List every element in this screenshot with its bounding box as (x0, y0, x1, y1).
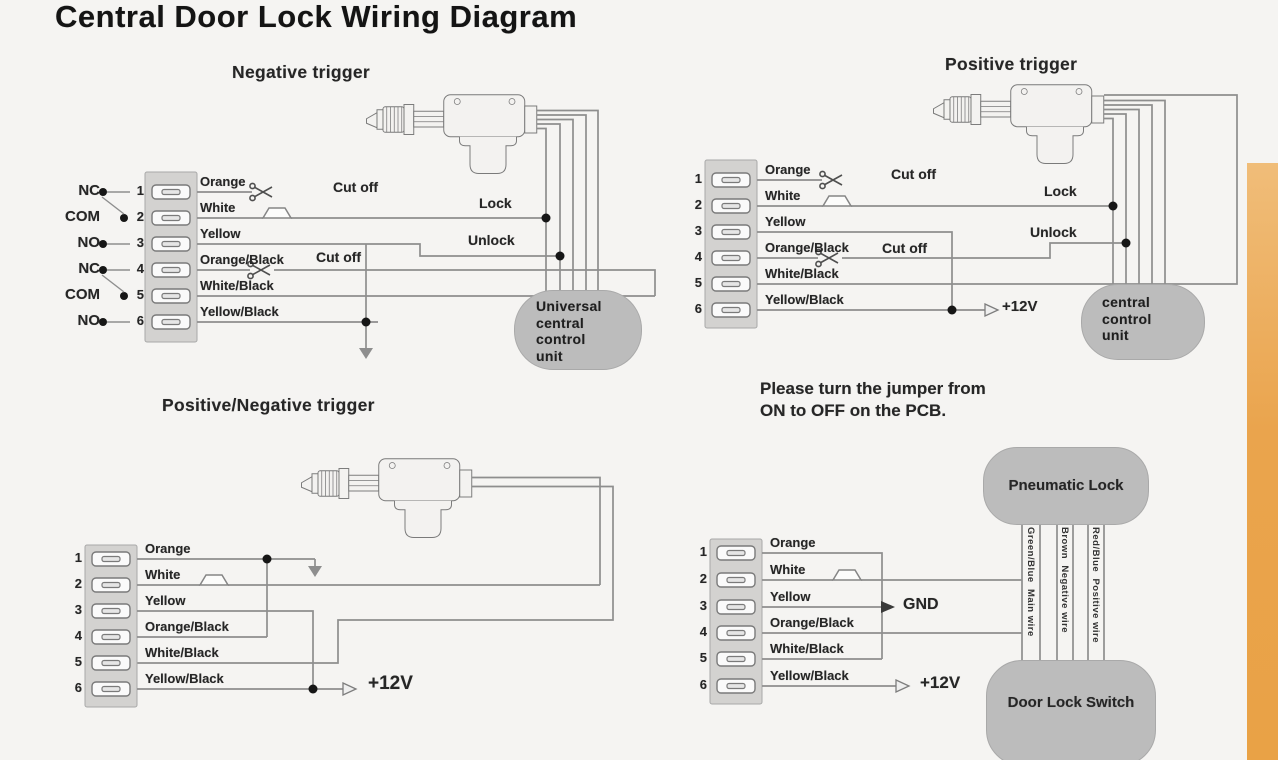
connector-plug-icon (833, 570, 861, 580)
wire-label-yellow: Yellow (770, 589, 811, 604)
cut-off-label: Cut off (882, 240, 928, 256)
wire-label-orange-black: Orange/Black (145, 619, 229, 634)
pos-neg-trigger-diagram (85, 459, 613, 707)
section-title-positive-trigger: Positive trigger (945, 54, 1078, 74)
wire-label-orange: Orange (765, 162, 811, 177)
vertical-wire-label-main: Green/Blue Main wire (1025, 527, 1036, 637)
pin-number: 5 (136, 287, 144, 302)
right-arrow-icon (896, 680, 909, 692)
pin-number: 4 (74, 628, 82, 643)
junction-dot (1109, 202, 1118, 211)
pin-number: 3 (699, 598, 707, 613)
central-control-unit-label: central control unit (1102, 294, 1152, 343)
plus-12v-label: +12V (920, 673, 961, 692)
actuator-drawing (302, 459, 472, 538)
relay-contact-symbols (99, 188, 130, 326)
central-control-unit-blob (1081, 284, 1205, 360)
junction-dot (556, 252, 565, 261)
actuator-drawing (367, 95, 537, 174)
door-lock-switch-label: Door Lock Switch (1007, 694, 1135, 711)
jumper-note-line2: ON to OFF on the PCB. (760, 401, 947, 420)
wire-label-yellow-black: Yellow/Black (765, 292, 844, 307)
vertical-wire-label-negative: Brown Negative wire (1059, 527, 1070, 634)
pin-number: 1 (694, 171, 702, 186)
gnd-label: GND (903, 596, 939, 613)
contact-label-com: COM (65, 208, 100, 225)
junction-dot (542, 214, 551, 223)
cut-off-label: Cut off (333, 179, 379, 195)
wire-label-white-black: White/Black (770, 641, 844, 656)
pin-number: 4 (694, 249, 702, 264)
vertical-wire-label-positive: Red/Blue Positive wire (1090, 527, 1101, 644)
wire-label-yellow: Yellow (200, 226, 241, 241)
contact-label-no: NO (77, 234, 100, 251)
pin-number: 1 (74, 550, 82, 565)
pin-number: 1 (699, 544, 707, 559)
wire-label-white: White (145, 567, 181, 582)
pin-number: 6 (136, 313, 144, 328)
pin-number: 2 (136, 209, 144, 224)
wire-label-orange-black: Orange/Black (765, 240, 849, 255)
wire-label-yellow: Yellow (765, 214, 806, 229)
right-arrow-icon (985, 304, 998, 316)
wire-label-white-black: White/Black (200, 278, 274, 293)
cut-off-label: Cut off (316, 249, 362, 265)
wire-label-yellow-black: Yellow/Black (200, 304, 279, 319)
wire-label-white: White (770, 562, 806, 577)
wire-label-white-black: White/Black (145, 645, 219, 660)
connector-plug-icon (823, 196, 851, 206)
right-arrow-icon (343, 683, 356, 695)
cut-off-label: Cut off (891, 166, 937, 182)
universal-control-unit-label: Universal central control unit (536, 298, 602, 364)
pin-number: 3 (74, 602, 82, 617)
scissors-cut-icon (250, 183, 272, 200)
pin-number: 2 (694, 197, 702, 212)
pin-number: 4 (699, 624, 707, 639)
actuator-drawing (934, 85, 1104, 164)
section-title-pos-neg-trigger: Positive/Negative trigger (162, 395, 375, 415)
pin-number: 4 (136, 261, 144, 276)
pin-number: 3 (694, 223, 702, 238)
wire-label-white: White (200, 200, 236, 215)
down-arrow-icon (308, 566, 322, 577)
universal-control-unit-blob (514, 290, 642, 370)
pin-number: 5 (699, 650, 707, 665)
junction-dot (948, 306, 957, 315)
page-title: Central Door Lock Wiring Diagram (55, 0, 578, 34)
contact-label-no: NO (77, 312, 100, 329)
contact-label-nc: NC (78, 182, 100, 199)
wire-label-yellow: Yellow (145, 593, 186, 608)
contact-label-com: COM (65, 286, 100, 303)
wire-label-yellow-black: Yellow/Black (770, 668, 849, 683)
pneumatic-lock-blob (983, 447, 1149, 525)
pin-number: 1 (136, 183, 144, 198)
scissors-cut-icon (820, 171, 842, 188)
side-image-strip (1247, 163, 1278, 760)
connector-plug-icon (200, 575, 228, 585)
pin-number: 6 (699, 677, 707, 692)
pin-number: 6 (74, 680, 82, 695)
junction-dot (309, 685, 318, 694)
plus-12v-label: +12V (1002, 298, 1038, 315)
pin-number: 5 (694, 275, 702, 290)
unlock-label: Unlock (468, 232, 515, 248)
junction-dot (362, 318, 371, 327)
right-arrow-icon (881, 601, 895, 613)
wire-label-orange: Orange (200, 174, 246, 189)
pin-number: 3 (136, 235, 144, 250)
pin-number: 6 (694, 301, 702, 316)
pin-number: 5 (74, 654, 82, 669)
connector-plug-icon (263, 208, 291, 218)
down-arrow-icon (359, 348, 373, 359)
wire-label-orange-black: Orange/Black (770, 615, 854, 630)
junction-dot (1122, 239, 1131, 248)
door-lock-switch-blob (986, 660, 1156, 760)
contact-label-nc: NC (78, 260, 100, 277)
jumper-note-line1: Please turn the jumper from (760, 379, 986, 398)
wire-label-orange: Orange (145, 541, 191, 556)
pin-number: 2 (699, 571, 707, 586)
unlock-label: Unlock (1030, 224, 1077, 240)
junction-dot (263, 555, 272, 564)
section-title-negative-trigger: Negative trigger (232, 62, 371, 82)
lock-label: Lock (1044, 183, 1077, 199)
wire-label-orange: Orange (770, 535, 816, 550)
wire-label-white-black: White/Black (765, 266, 839, 281)
wire-label-white: White (765, 188, 801, 203)
pneumatic-lock-label: Pneumatic Lock (1008, 476, 1124, 494)
pin-number: 2 (74, 576, 82, 591)
wire-label-yellow-black: Yellow/Black (145, 671, 224, 686)
lock-label: Lock (479, 195, 512, 211)
wire-label-orange-black: Orange/Black (200, 252, 284, 267)
plus-12v-label: +12V (368, 673, 413, 694)
